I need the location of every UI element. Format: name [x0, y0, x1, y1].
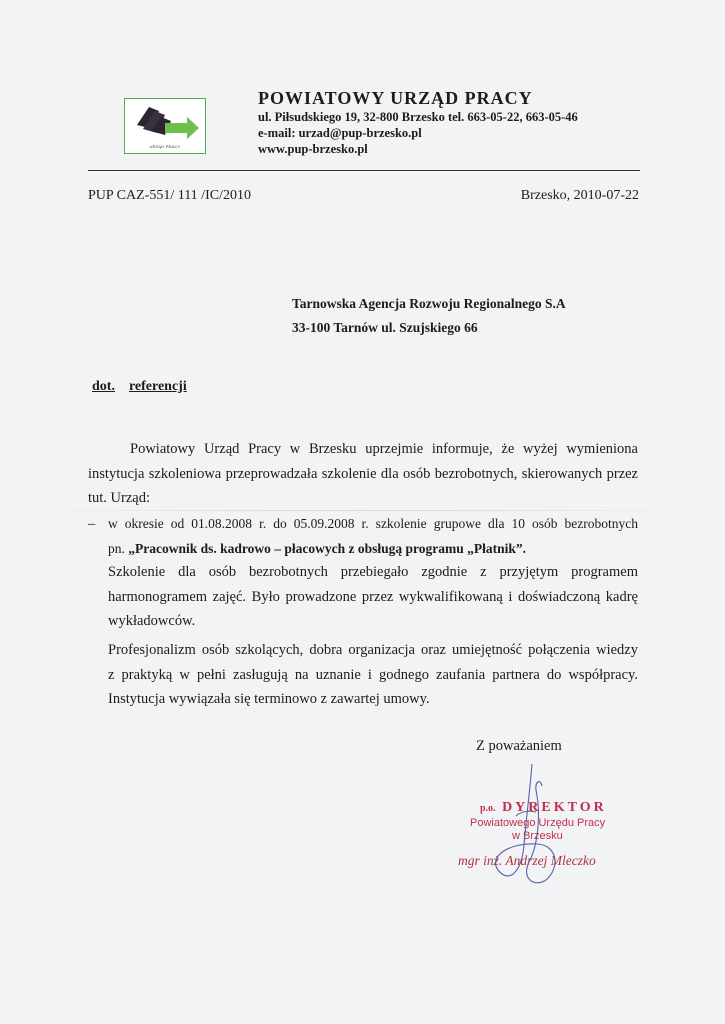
office-name: POWIATOWY URZĄD PRACY	[258, 88, 533, 108]
body-p1-line1: Powiatowy Urząd Pracy w Brzesku uprzejmie informuje, że wyżej wymieniona	[130, 441, 638, 457]
letter-date: Brzesko, 2010-07-22	[520, 188, 639, 203]
office-website: www.pup-brzesko.pl	[258, 142, 368, 156]
logo-caption: URZĄD PRACY	[149, 144, 181, 149]
body-p2-line1: Szkolenie dla osób bezrobotnych przebiegało zgodnie z przyjętym programem	[108, 564, 638, 580]
body-p3-line2: z praktyką w pełni zasługują na uznanie i godnego zaufania partnera do współpracy.	[108, 667, 638, 683]
subject-prefix: dot.	[92, 379, 115, 394]
office-email: e-mail: urzad@pup-brzesko.pl	[258, 126, 422, 140]
recipient-name: Tarnowska Agencja Rozwoju Regionalnego S.A	[292, 296, 566, 311]
body-p2-line3: wykładowców.	[108, 613, 196, 629]
signer-name: mgr inż. Andrzej Mleczko	[458, 853, 596, 868]
stamp-location: w Brzesku	[512, 830, 563, 842]
stamp-director: DYREKTOR	[502, 800, 607, 815]
stamp-office: Powiatowego Urzędu Pracy	[470, 817, 606, 829]
subject-line	[92, 379, 187, 395]
recipient-address: 33-100 Tarnów ul. Szujskiego 66	[292, 320, 478, 335]
bullet-line1: w okresie od 01.08.2008 r. do 05.09.2008 r. szkolenie grupowe dla 10 osób bezrobotnych	[108, 516, 638, 531]
course-name: „Pracownik ds. kadrowo – płacowych z obsługą programu „Płatnik”.	[128, 541, 527, 556]
body-p3-line3: Instytucja wywiązała się terminowo z zawartej umowy.	[108, 691, 430, 707]
reference-number: PUP CAZ-551/ 111 /IC/2010	[88, 188, 251, 203]
stamp-po: p.o.	[480, 803, 496, 814]
subject-word: referencji	[128, 379, 187, 394]
paper-fold	[0, 510, 725, 511]
bullet-dash: –	[88, 516, 96, 532]
body-p2-line2: harmonogramem zajęć. Było prowadzone przez wykwalifikowaną i doświadczoną kadrę	[108, 589, 638, 605]
header-divider	[88, 170, 640, 171]
bullet-line2	[108, 537, 526, 561]
bullet-prefix: pn.	[108, 541, 125, 556]
closing-phrase: Z poważaniem	[476, 738, 562, 754]
body-p1-line3: tut. Urząd:	[88, 490, 151, 506]
body-p1-line2: instytucja szkoleniowa przeprowadzała szkolenie dla osób bezrobotnych, skierowanych przez	[88, 466, 638, 482]
office-logo	[124, 98, 206, 154]
office-address: ul. Piłsudskiego 19, 32-800 Brzesko tel. 663-05-22, 663-05-46	[258, 110, 578, 124]
body-p3-line1: Profesjonalizm osób szkolących, dobra organizacja oraz umiejętność połączenia wiedzy	[108, 642, 638, 658]
handwritten-signature	[480, 760, 590, 890]
